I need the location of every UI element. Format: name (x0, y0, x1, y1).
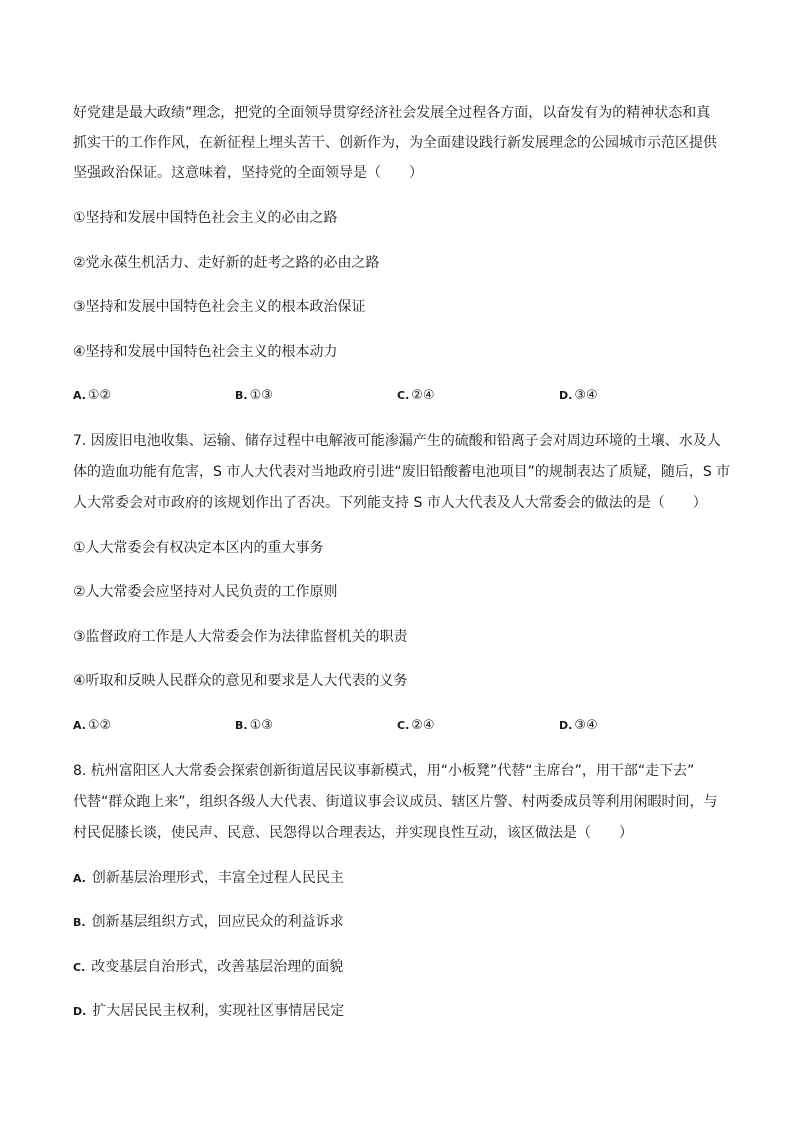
q7-statement-2: ②人大常委会应坚持对人民负责的工作原则 (73, 584, 338, 600)
q7-option-c (397, 716, 435, 736)
q7-option-a-letter: A. (73, 719, 86, 732)
q7-option-d (559, 716, 598, 736)
q7-option-d-text: ③④ (574, 718, 598, 733)
q8-choice-b-text: 创新基层组织方式，回应民众的利益诉求 (91, 914, 344, 930)
q6-option-b-letter: B. (235, 389, 248, 402)
q8-choice-a (73, 868, 344, 889)
q7-stem-line-2: 体的造血功能有危害，S 市人大代表对当地政府引进“废旧铅酸蓄电池项目”的规制表达了质疑，随后，S 市 (73, 464, 731, 480)
q8-stem-line-2: 代替“群众跑上来”，组织各级人大代表、街道议事会议成员、辖区片警、村两委成员等利用闲暇时间，与 (73, 794, 718, 810)
q6-statement-4: ④坚持和发展中国特色社会主义的根本动力 (73, 344, 338, 360)
q7-stem-line-1: 7. 因废旧电池收集、运输、储存过程中电解液可能渗漏产生的硫酸和铅离子会对周边环境的土壤、水及人 (73, 433, 721, 449)
q8-choice-d-letter: D. (73, 1005, 87, 1018)
q6-options (73, 386, 733, 406)
q7-stem-line-3: 人大常委会对市政府的该规划作出了否决。下列能支持 S 市人大代表及人大常委会的做法的是（ ） (73, 495, 707, 511)
q7-statement-4: ④听取和反映人民群众的意见和要求是人大代表的义务 (73, 673, 408, 689)
q6-statement-2: ②党永葆生机活力、走好新的赶考之路的必由之路 (73, 255, 380, 271)
q6-option-b-text: ①③ (249, 388, 273, 403)
q7-option-b-letter: B. (235, 719, 248, 732)
q8-choice-b (73, 912, 344, 933)
q6-statement-3: ③坚持和发展中国特色社会主义的根本政治保证 (73, 299, 366, 315)
q6-option-c (397, 386, 435, 406)
q7-option-d-letter: D. (559, 719, 573, 732)
q7-option-c-letter: C. (397, 719, 410, 732)
q8-choice-b-letter: B. (73, 916, 86, 929)
q6-option-a-text: ①② (87, 388, 112, 403)
q6-option-b (235, 386, 273, 406)
q7-option-b (235, 716, 273, 736)
q6-stem-line-2: 抓实干的工作作风，在新征程上埋头苦干、创新作为，为全面建设践行新发展理念的公园城市示范区提供 (73, 135, 717, 151)
q8-stem-line-3: 村民促膝长谈，使民声、民意、民怨得以合理表达，并实现良性互动，该区做法是（ ） (73, 825, 633, 841)
q7-option-a-text: ①② (87, 718, 112, 733)
q6-option-c-letter: C. (397, 389, 410, 402)
q8-choice-a-text: 创新基层治理形式，丰富全过程人民民主 (91, 870, 344, 886)
q7-option-c-text: ②④ (411, 718, 435, 733)
q8-choice-c-letter: C. (73, 961, 86, 974)
q6-option-d-text: ③④ (574, 388, 598, 403)
q6-option-a (73, 386, 111, 406)
q6-stem-line-1: 好党建是最大政绩”理念，把党的全面领导贯穿经济社会发展全过程各方面，以奋发有为的精神状态和真 (73, 105, 711, 121)
q8-stem-line-1: 8. 杭州富阳区人大常委会探索创新街道居民议事新模式，用“小板凳”代替“主席台”，用干部“走下去” (73, 763, 695, 779)
q8-choice-d-text: 扩大居民民主权利，实现社区事情居民定 (92, 1003, 345, 1019)
q6-statement-1: ①坚持和发展中国特色社会主义的必由之路 (73, 210, 338, 226)
q8-choice-d (73, 1001, 344, 1022)
q6-option-c-text: ②④ (411, 388, 435, 403)
q6-option-a-letter: A. (73, 389, 86, 402)
q6-option-d-letter: D. (559, 389, 573, 402)
q7-option-a (73, 716, 111, 736)
q7-option-b-text: ①③ (249, 718, 273, 733)
q8-choice-c (73, 957, 343, 978)
q8-choice-a-letter: A. (73, 872, 86, 885)
q6-stem-line-3: 坚强政治保证。这意味着，坚持党的全面领导是（ ） (73, 165, 423, 181)
q7-options (73, 716, 733, 736)
q7-statement-1: ①人大常委会有权决定本区内的重大事务 (73, 540, 324, 556)
q8-choice-c-text: 改变基层自治形式，改善基层治理的面貌 (91, 959, 344, 975)
q6-option-d (559, 386, 598, 406)
q7-statement-3: ③监督政府工作是人大常委会作为法律监督机关的职责 (73, 629, 408, 645)
